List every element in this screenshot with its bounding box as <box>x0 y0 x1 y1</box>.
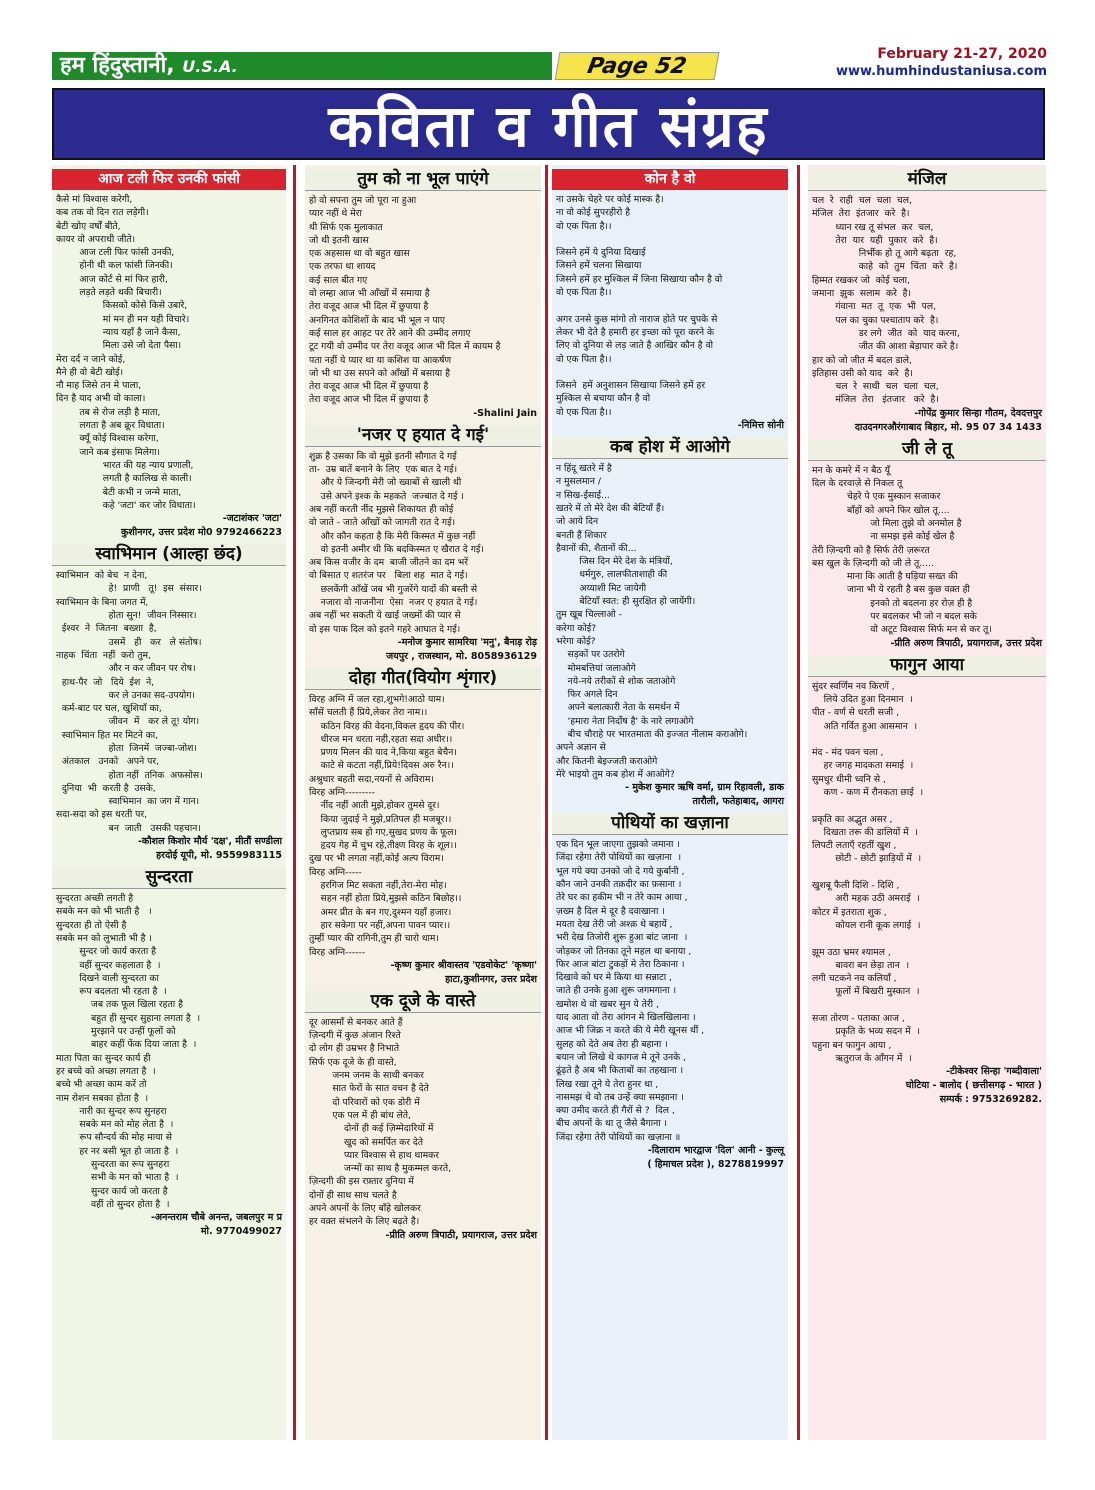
poem-text: दूर आसमाँ से बनकर आते हैं ज़िन्दगी में कुछ अंजान रिश्ते दो लोग ही उम्रभर है निभाते सिर्फ एक दूजे के ही वास्ते, जनम जनम के साथी बनकर सात फेरों के सात वचन है देते दो परिवारों को एक डोरी में एक पल में ही बांध लेते, दोनों ही कई ज़िम्मेदारियों में खुद को समर्पित कर देते प्यार विश्वास से हाथ थामकर जन्मों का साथ है मुकम्मल करते, ज़िन्दगी की इस रफ़्तार दुनिया में दोनों ही साथ साथ चलते है अपने अपनों के लिए बाँहे खोलकर हर वक़्त संभलने के लिए बढ़ते है। <box>309 1016 452 1228</box>
page-number: Page 52 <box>555 52 720 80</box>
poem-text: हो वो सपना तुम जो पूरा ना हुआ प्यार नहीं थे मेरा थी सिर्फ एक मुलाकात जो थी इतनी खास एक अहसास था वो बहुत खास एक तरफा था शायद कई साल बीत गए वो लम्हा आज भी आँखों में समाया है तेरा वजूद आज भी दिल में छुपाया है अनगिनत कोशिशों के बाद भी भूल न पाए कई साल हर आहट पर तेरे आने की उम्मीद लगाए टूट गयी वो उम्मीद पर तेरा वजूद आज भी दिल में कायम है पता नहीं ये प्यार था या कशिश या आकर्षण जो भी था उस सपने को आँखों में बसाया है तेरा वजूद आज भी दिल में छुपाया है तेरा वजूद आज भी दिल में छुपाया है <box>309 195 501 406</box>
section-banner: कविता व गीत संग्रह <box>52 88 1045 160</box>
poem-text: चल रे राही चल चला चल, मंजिल तेरा इंतजार करे है। ध्यान रख तू संभल कर चल, तेरा यार यही पुकार करे है। निर्भीक हो तू आगे बढ़ता रह, काहे को तुम चिंता करे है। हिम्मत रखकर जो कोई चला, जमाना झुक सलाम करे है। गंवाना मत तू एक भी पल, पल का चुका पश्चाताप करे है। डर लगे जीत को याद करना, जीत की आशा बेड़ापार करे है। हार को जो जीत में बदल डाले, इतिहास उसी को याद करे है। चल रे साथी चल चला चल, मंजिल तेरा इंतजार करे है। <box>812 195 960 406</box>
issue-date: February 21-27, 2020 <box>877 46 1047 62</box>
poem-credit: - मुकेश कुमार ऋषि वर्मा, ग्राम रिहावली, डाक तारौली, फतेहाबाद, आगरा <box>625 782 784 808</box>
column-4 <box>808 165 1046 1440</box>
poem-credit: -Shalini Jain <box>473 407 537 419</box>
poem-title: सुन्दरता <box>52 867 286 889</box>
poem-text: सुन्दरता अच्छी लगती है सबके मन को भी भाती है । सुन्दरता ही तो ऐसी है सबके मन को लुभाती भी है । सुन्दर जो कार्य करता है वहीं सुन्दर कहलाता है । दिखने वाली सुन्दरता का रूप बदलता भी रहता है । जब तक फूल खिला रहता है बहुत ही सुन्दर सुहाना लगता है । मुरझाने पर उन्हीं फूलों को बाहर कहीं फेंक दिया जाता है । माता पिता का सुन्दर कार्य ही हर बच्चे को अच्छा लगता है । बच्चे भी अच्छा काम करें तो नाम रोशन सबका होता है । नारी का सुन्दर रूप सुनहरा सबके मन को मोह लेता है । रूप सौन्दर्य की मोह माया से हर नर बसी भूत हो जाता है । सुन्दरता का रूप सुनहरा सभी के मन को भाता है । सुन्दर कार्य जो करता है वहीं तो सुन्दर होता है । <box>56 893 201 1210</box>
poem-text: ना उसके चेहरे पर कोई मास्क है। ना वो कोई सुपरहीरो है वो एक पिता है।। जिसने हमें ये दुनिया दिखाई जिसने हमें चलना सिखाया जिसने हमें हर मुश्किल में जिना सिखाया कौन है वो वो एक पिता है।। अगर उनसे कुछ मांगो तो नाराज होते पर चुपके से लेकर भी देते है हमारी हर इच्छा को पूरा करने के लिए वो दुनिया से लड़ जाते है आखिर कौन है वो वो एक पिता है।। जिसने हमें अनुशासन सिखाया जिसने हमें हर मुश्किल से बचाया कौन है वो वो एक पिता है।। <box>556 194 723 418</box>
poem-credit: -गोपेंद्र कुमार सिन्हा गौतम, देवदत्तपुर दाउदनगरऔरंगाबाद बिहार, मो. 95 07 34 1433 <box>854 407 1042 433</box>
column-divider <box>545 165 548 1440</box>
column-3 <box>552 165 788 1440</box>
poem-text: सुंदर स्वर्णिम नव किरणें , लिये उदित हुआ दिनमान । पीत - वर्ण से धरती सजी , अति गर्वित हुआ आसमान । मंद - मंद पवन चला , हर जगह मादकता समाई । सुमधुर धीमी ध्वनि से , कण - कण में रौनकता छाई । प्रकृति का अद्भुत असर , दिखता तरू की डालियों में । लिपटी लताएँ रहतीं खुश , छोटी - छोटी झाड़ियों में । खुशबू फैली दिशि - दिशि , अरी महक उठी अमराई । कोटर में इतराता शुक , कोयल रानी कूक लगाई । झूम उठा भ्रमर श्यामल , बावरा बन छेड़ा तान । लगी चटकने नव कलियाँ , फूलों में बिखरी मुस्कान । सजा तोरण - पताका आज , प्रकृति के भव्य सदन में । पहुना बन फागुन आया , ऋतुराज के आँगन में । <box>812 680 924 1064</box>
poem-credit: -दिलाराम भारद्वाज 'दिल' आनी - कुल्लू ( हिमाचल प्रदेश ), 8278819997 <box>647 1145 784 1170</box>
poem-title: पोथियों का खज़ाना <box>552 813 788 835</box>
dateline <box>836 46 1047 80</box>
poem-credit: -प्रीति अरुण त्रिपाठी, प्रयागराज, उत्तर प्रदेश <box>890 637 1042 649</box>
poem-text: न हिंदू खतरे में है न मुसलमान / न सिख-ईसाई... खतरे में तो मेरे देश की बेटियाँ हैं। जो आये दिन बनती हैं शिकार हैवानों की, शैतानों की... जिस दिन मेरे देश के मंत्रियों, धर्मगुरु, लालफीताशाही की अय्याशी मिट जायेगी बेटियाँ स्वत: ही सुरक्षित हो जायेंगी। तुम खूब चिल्लाओ - करेगा कोई? भरेगा कोई? सड़कों पर उतरोगे मोमबत्तियां जलाओगे नये-नये तरीकों से शोक जताओगे फिर अगले दिन अपने बलात्कारी नेता के समर्थन में 'हमारा नेता निर्दोष है' के नारे लगाओगे बीच चौराहे पर भारतमाता की इज्जत नीलाम कराओगे। अपने अज्ञान से और कितनी बेइज्जती कराओगे मेरे भाइयो तुम कब होश में आओगे? <box>556 463 748 780</box>
poem-text: स्वाभिमान को बेच न देना, हे! प्राणी तू! इस संसार। स्वाभिमान के बिना जगत में, होता सुन! जीवन निस्सार। ईश्वर ने जितना बख्शा है, उसमें ही कर ले संतोष। नाहक चिंता नहीं करो तुम, और न कर जीवन पर रोष। हाथ-पैर जो दिये ईश ने, कर ले उनका सद-उपयोग। कर्म-बाट पर चल, खुशियाँ का, जीवन में कर ले तू! योग। स्वाभिमान हित मर मिटने का, होता जिनमें जज्बा-जोश। अंतकाल उनको अपने पर, होता नहीं तनिक अफसोस। दुनिया भी करती है उसके, स्वाभिमान का जग में गान। सदा-सदा को इस धरती पर, बन जाती उसकी पहचान। <box>56 570 203 834</box>
column-divider <box>797 165 800 1440</box>
poem-credit: -निमित्त सोनी <box>737 420 784 432</box>
poem-title: दोहा गीत(वियोग शृंगार) <box>305 668 541 690</box>
poem-credit: -अनन्तराम चौबे अनन्त, जबलपुर म प्र मो. 9770499027 <box>150 1212 282 1238</box>
poem-title: स्वाभिमान (आल्हा छंद) <box>52 544 286 566</box>
poem-text: शुक्र है उसका कि वो मुझे इतनी सौगात दे गई ता- उम्र बातें बनाने के लिए एक बात दे गई। और ये जिन्दगी मेरी जो ख्वाबों से खाली थी उसे अपने इश्क के महकते जज्बात दे गई । अब नहीं करती नींद मुझसे शिकायत ही कोई वो जाते - जाते आँखों को जागती रात दे गई। और कौन कहता है कि मेरी किस्मत में कुछ नहीं वो इतनी अमीर थी कि बदकिस्मत ए खैरात दे गई। अब किस वजीर के दम बाजी जीतने का दम भरें वो बिसात ए शतरंज पर बिला शह मात दे गई। छलकेंगी आँखें जब भी गुजरेंगे यादों की बस्ती से नजारा वो नाजनीना ऐसा नजर ए हयात दे गई। अब नहीं भर सकती ये खाई जख्मों की प्यार से वो इस पाक दिल को इतने गहरे आघात दे गई। <box>309 450 484 635</box>
poem-title: मंजिल <box>808 169 1046 191</box>
poem-credit: -कृष्ण कुमार श्रीवास्तव 'एडवोकेट' 'कृष्णा' हाटा,कुशीनगर, उत्तर प्रदेश <box>390 959 537 985</box>
column-divider <box>293 165 296 1440</box>
poem-title: जी ले तू <box>808 439 1046 461</box>
poem-text: कैसे मां विश्वास करेगी, कब तक वो दिन रात लड़ेगी। बेटी खोए वर्षों बीते, कायर वो अपराधी जीते। आज टली फिर फांसी उनकी, होनी थी कल फांसी जिनकी। आज कोर्ट से मां फिर हारी, लड़ते लड़ते थकी बिचारी। किसको कोसे किसे उबारे, मां मन ही मन यही विचारे। न्याय यहाँ है जाने कैसा, मिला उसे जो देता पैसा। मेरा दर्द न जाने कोई, मैने ही वो बेटी खोई। नौ माह जिसे तन मे पाला, दिन है याद अभी वो काला। तब से रोज लड़ी है माता, लगता है अब क्रूर विधाता। क्यूँ कोई विश्वास करेगा, जाने कब इंसाफ मिलेगा। भारत की यह न्याय प्रणाली, लगती है कालिख से काली। बेटी कभी न जन्मे माता, कहे 'जटा' कर जोर विधाता। <box>56 194 196 511</box>
poem-text: एक दिन भूल जाएगा तुझको जमाना । जिंदा रहेगा तेरी पोथियों का खज़ाना । भूल गये क्या उनको जो दे गये कुर्बानी , कौन जाने उनकी तक़दीर का फ़साना । तेरे घर का हकीम भी न तेरे काम आया , ज़ख्म है दिल मे दूर है दवाखाना । मयता देख तेरी जो अश्क़ थे बहायें , भरी देख तिजोरी शुरू हुआ बांट जाना । जोड़कर जो तिनका तूने महल था बनाया , फिर आज बांटा टुकड़ों मे तेरा ठिकाना । दिखावे को घर मे किया था सन्नाटा , जाते ही उनके हुआ शुरू जगमगाना । खमोश थे वो खबर सुन ये तेरी , याद आता वो तेरा आंगन मे खिलखिलाना । आज भी जिक्र न करते की ये मेरी खूनस थीं , सुलह को देते अब तेरा ही बहाना । बयान जो लिखे थे कागज मे तूने उनके , ढूंढ़ते है अब भी किताबों का तहखाना । लिख रखा तूने ये तेरा हुनर था , नासमझ थे वो तब उन्हें क्या समझाना । क्या उमीद करते ही गैरों से ? दिल , बीच अपनों के था तू जैसे बैगाना । जिंदा रहेगा तेरी पोथियों का खज़ाना ॥ <box>556 839 705 1143</box>
poem-credit: -टीकेश्वर सिन्हा 'गब्दीवाला' घोटिया - बालोद ( छत्तीसगढ़ - भारत ) सम्पर्क : 9753269282. <box>905 1066 1042 1106</box>
poem-title: एक दूजे के वास्ते <box>305 991 541 1013</box>
column-1 <box>52 165 286 1440</box>
column-2 <box>305 165 541 1440</box>
poem-title: कब होश में आओगे <box>552 437 788 459</box>
masthead-name: हम हिंदुस्तानी, <box>60 53 175 78</box>
poem-credit: -जटाशंकर 'जटा' कुशीनगर, उत्तर प्रदेश मो0 9792466223 <box>121 513 282 539</box>
masthead <box>52 52 552 80</box>
top-header <box>52 46 1047 80</box>
poem-text: मन के कमरे में न बैठ यूँ दिल के दरवाज़े से निकल तू चेहरे पे एक मुस्कान सजाकर बाँहों को अपने फिर खोल तू.... जो मिला तुझे वो अनमोल है ना समझ इसे कोई खेल है तेरी ज़िन्दगी को है सिर्फ तेरी ज़रूरत बस खुल के ज़िन्दगी को जी ले तू..... माना कि आती है घड़िया सख्त की जाना भी ये रहती है बस कुछ वक़्त ही इनको तो बदलना हर रोज़ ही है पर बदलकर भी जो न बदल सके वो अटूट विश्वास सिर्फ मन से कर तू। <box>812 464 992 636</box>
masthead-usa: U.S.A. <box>182 57 238 76</box>
poem-title: 'नजर ए हयात दे गई' <box>305 425 541 447</box>
poem-credit: -प्रीति अरुण त्रिपाठी, प्रयागराज, उत्तर प्रदेश <box>385 1229 537 1241</box>
poem-title: फागुन आया <box>808 655 1046 677</box>
poem-credit: -कौशल किशोर मौर्य 'दक्ष', मीतौं सण्डीला हरदोई यूपी, मो. 9559983115 <box>137 836 282 862</box>
poem-title: तुम को ना भूल पाएंगे <box>305 169 541 191</box>
poem-credit: -मनोज कुमार सामरिया 'मनु', बैनाड़ रोड़ जयपुर , राजस्थान, मो. 8058936129 <box>386 636 537 662</box>
poem-title: आज टली फिर उनकी फांसी <box>52 169 286 190</box>
poem-title: कोन है वो <box>552 169 788 190</box>
poem-text: विरह अग्नि में जल रहा,शुभगे!आठो याम। साँसें चलती हैं प्रिये,लेकर तेरा नाम।। कठिन विरह की वेदना,विकल हृदय की पीर। धीरज मन धरता नही,रहता सदा अधीर।। प्रणय मिलन की याद ने,किया बहुत बेचैन। काटे से कटता नहीं,प्रिये!दिवस अरु रैन।। अश्रुधार बहती सदा,नयनों से अविराम। विरह अग्नि--------- नींद नहीं आती मुझे,होकर तुमसे दूर। किया जुदाई ने मुझे,प्रतिपल ही मजबूर।। लुप्तप्राय सब हो गए,सुखद प्रणय के फूल। हृदय गेह में चुभ रहे,तीक्ष्ण विरह के शूल।। दुख पर भी लगता नहीं,कोई अल्प विराम। विरह अग्नि----- हरगिज मिट सकता नहीं,तेरा-मेरा मोह। सहन नहीं होता प्रिये,मुझसे कठिन बिछोह।। अमर प्रीत के बन गए,दुश्मन यहाँ हजार। हार सकेगा पर नहीं,अपना पावन प्यार।। तुम्हीं प्यार की रागिनी,तुम ही चारो धाम। विरह अग्नि------ <box>309 693 465 958</box>
website-link[interactable]: www.humhindustaniusa.com <box>835 64 1047 79</box>
